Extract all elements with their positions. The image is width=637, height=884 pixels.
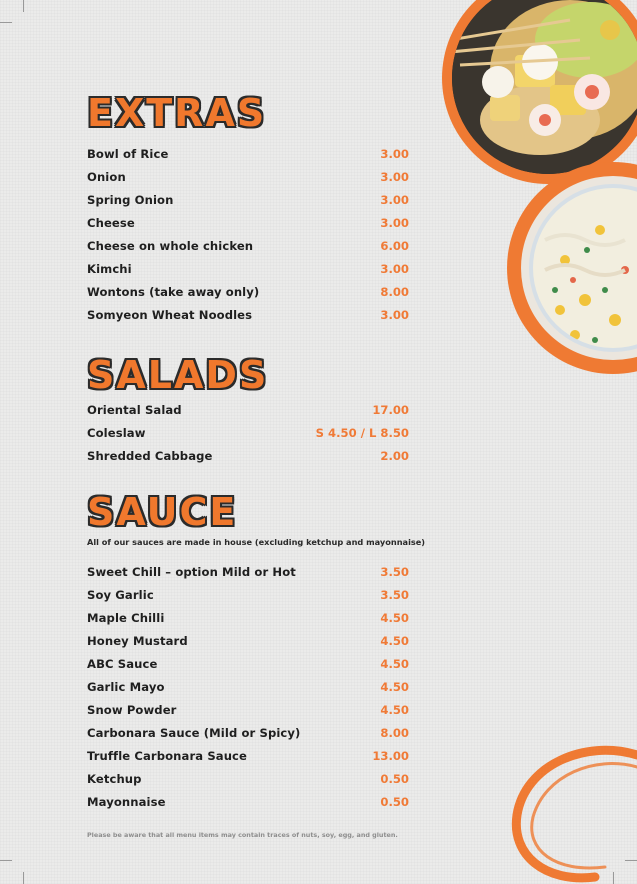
item-name: Onion [87,170,126,184]
item-name: Spring Onion [87,193,174,207]
item-price: 3.50 [380,588,409,602]
menu-item [87,747,409,765]
item-price: 8.00 [380,726,409,740]
item-name: Garlic Mayo [87,680,165,694]
menu-item [87,586,409,604]
item-name: Coleslaw [87,426,146,440]
item-price: 4.50 [380,634,409,648]
item-price: 3.00 [380,170,409,184]
menu-item [87,632,409,650]
menu-item [87,447,409,465]
item-price: 4.50 [380,611,409,625]
item-name: Honey Mustard [87,634,188,648]
decorative-ring [495,745,637,884]
item-price: 4.50 [380,703,409,717]
menu-item [87,306,409,324]
item-price: 0.50 [380,772,409,786]
coleslaw-bowl-image [505,150,637,410]
menu-item [87,168,409,186]
menu-item [87,401,409,419]
item-name: Cheese [87,216,135,230]
item-price: 3.00 [380,216,409,230]
item-price: 3.00 [380,193,409,207]
menu-item [87,678,409,696]
item-price: 13.00 [372,749,409,763]
item-name: Somyeon Wheat Noodles [87,308,253,322]
menu-item [87,214,409,232]
allergen-disclaimer: Please be aware that all menu items may contain traces of nuts, soy, egg, and gluten. [87,831,398,839]
item-name: Sweet Chill – option Mild or Hot [87,565,296,579]
crop-mark [23,872,24,884]
menu-item [87,283,409,301]
item-price: 3.00 [380,262,409,276]
menu-item [87,191,409,209]
item-name: Soy Garlic [87,588,154,602]
menu-item [87,260,409,278]
extras-heading: EXTRAS [87,91,267,135]
item-name: Oriental Salad [87,403,182,417]
crop-mark [23,0,24,12]
item-name: ABC Sauce [87,657,158,671]
item-price: 4.50 [380,657,409,671]
item-name: Mayonnaise [87,795,166,809]
menu-item [87,701,409,719]
item-name: Maple Chilli [87,611,165,625]
item-name: Wontons (take away only) [87,285,260,299]
item-name: Bowl of Rice [87,147,169,161]
item-name: Shredded Cabbage [87,449,213,463]
item-name: Kimchi [87,262,132,276]
item-price: 4.50 [380,680,409,694]
item-price: S 4.50 / L 8.50 [315,426,409,440]
menu-item [87,724,409,742]
crop-mark [0,22,12,23]
item-price: 3.50 [380,565,409,579]
item-name: Carbonara Sauce (Mild or Spicy) [87,726,301,740]
item-price: 17.00 [372,403,409,417]
sauce-note: All of our sauces are made in house (excluding ketchup and mayonnaise) [87,537,426,547]
menu-item [87,609,409,627]
item-price: 6.00 [380,239,409,253]
item-name: Ketchup [87,772,142,786]
item-name: Snow Powder [87,703,177,717]
sauce-heading: SAUCE [87,490,238,534]
menu-item [87,655,409,673]
item-price: 3.00 [380,308,409,322]
salads-heading: SALADS [87,353,269,397]
crop-mark [0,860,12,861]
item-name: Cheese on whole chicken [87,239,254,253]
menu-item [87,237,409,255]
menu-item [87,424,409,442]
item-price: 8.00 [380,285,409,299]
item-name: Truffle Carbonara Sauce [87,749,247,763]
menu-item [87,793,409,811]
item-price: 0.50 [380,795,409,809]
menu-item [87,563,409,581]
item-price: 2.00 [380,449,409,463]
menu-item [87,770,409,788]
item-price: 3.00 [380,147,409,161]
menu-item [87,145,409,163]
